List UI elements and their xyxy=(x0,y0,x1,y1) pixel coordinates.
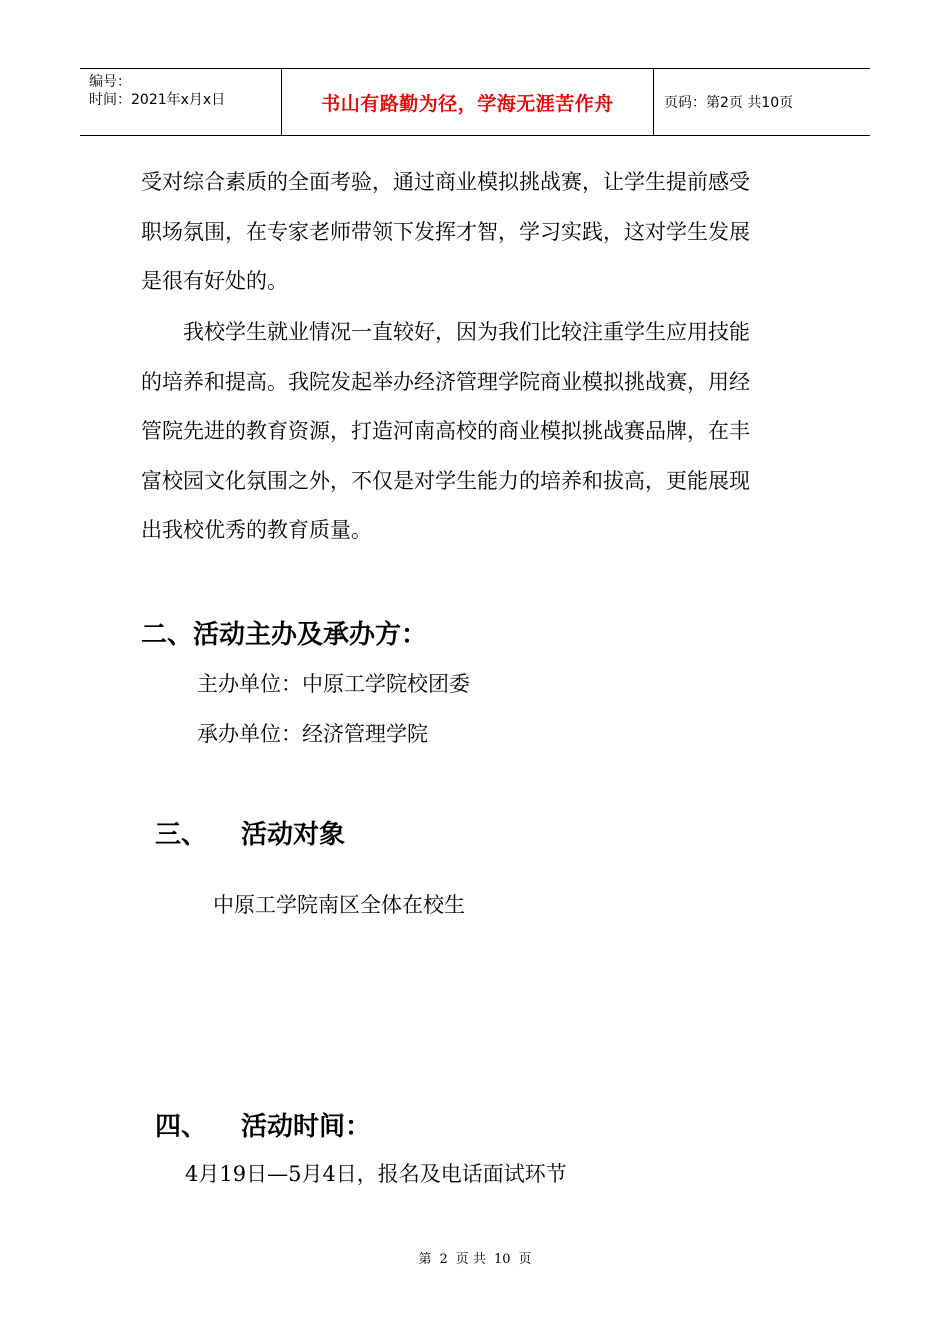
header-meta xyxy=(80,69,282,135)
section-2-host: 主办单位：中原工学院校团委 xyxy=(197,672,470,696)
footer-prefix: 第 xyxy=(418,1252,432,1267)
paragraph-line: 职场氛围，在专家老师带领下发挥才智，学习实践，这对学生发展 xyxy=(141,219,750,244)
footer-page-number: 2 xyxy=(439,1252,448,1267)
serial-label: 编号： xyxy=(89,74,131,90)
section-2-organizer: 承办单位：经济管理学院 xyxy=(197,722,428,746)
section-4-number: 四、 xyxy=(155,1112,208,1142)
header-motto: 书山有路勤为径，学海无涯苦作舟 xyxy=(321,92,614,115)
paragraph-line: 富校园文化氛围之外，不仅是对学生能力的培养和拔高，更能展现 xyxy=(141,468,750,493)
paragraph-1 xyxy=(141,158,796,307)
section-4-heading xyxy=(155,1106,371,1143)
paragraph-line: 受对综合素质的全面考验，通过商业模拟挑战赛，让学生提前感受 xyxy=(141,170,750,194)
header-motto-cell xyxy=(282,69,654,135)
section-4-title: 活动时间： xyxy=(241,1112,372,1142)
footer-suffix: 页 xyxy=(518,1252,532,1267)
paragraph-line: 出我校优秀的教育质量。 xyxy=(141,518,372,542)
page-header xyxy=(80,68,870,136)
paragraph-line: 是很有好处的。 xyxy=(141,269,288,293)
section-4-content: 4月19日—5月4日，报名及电话面试环节 xyxy=(185,1162,567,1186)
paragraph-line: 管院先进的教育资源，打造河南高校的商业模拟挑战赛品牌，在丰 xyxy=(141,419,750,443)
header-page-info: 页码：第2页 共10页 xyxy=(664,95,794,111)
section-3-title: 活动对象 xyxy=(241,820,346,850)
page-footer xyxy=(0,1248,950,1267)
paragraph-line: 的培养和提高。我院发起举办经济管理学院商业模拟挑战赛，用经 xyxy=(141,369,750,394)
section-3-number: 三、 xyxy=(155,820,208,850)
footer-mid: 页 共 xyxy=(455,1252,486,1267)
time-label: 时间：2021年x月x日 xyxy=(89,92,226,108)
footer-total: 10 xyxy=(493,1252,511,1267)
paragraph-2 xyxy=(141,308,796,556)
paragraph-line: 我校学生就业情况一直较好，因为我们比较注重学生应用技能 xyxy=(183,320,750,344)
section-3-heading xyxy=(155,814,345,851)
section-3-content: 中原工学院南区全体在校生 xyxy=(213,893,465,917)
section-2-heading: 二、活动主办及承办方： xyxy=(141,620,428,650)
